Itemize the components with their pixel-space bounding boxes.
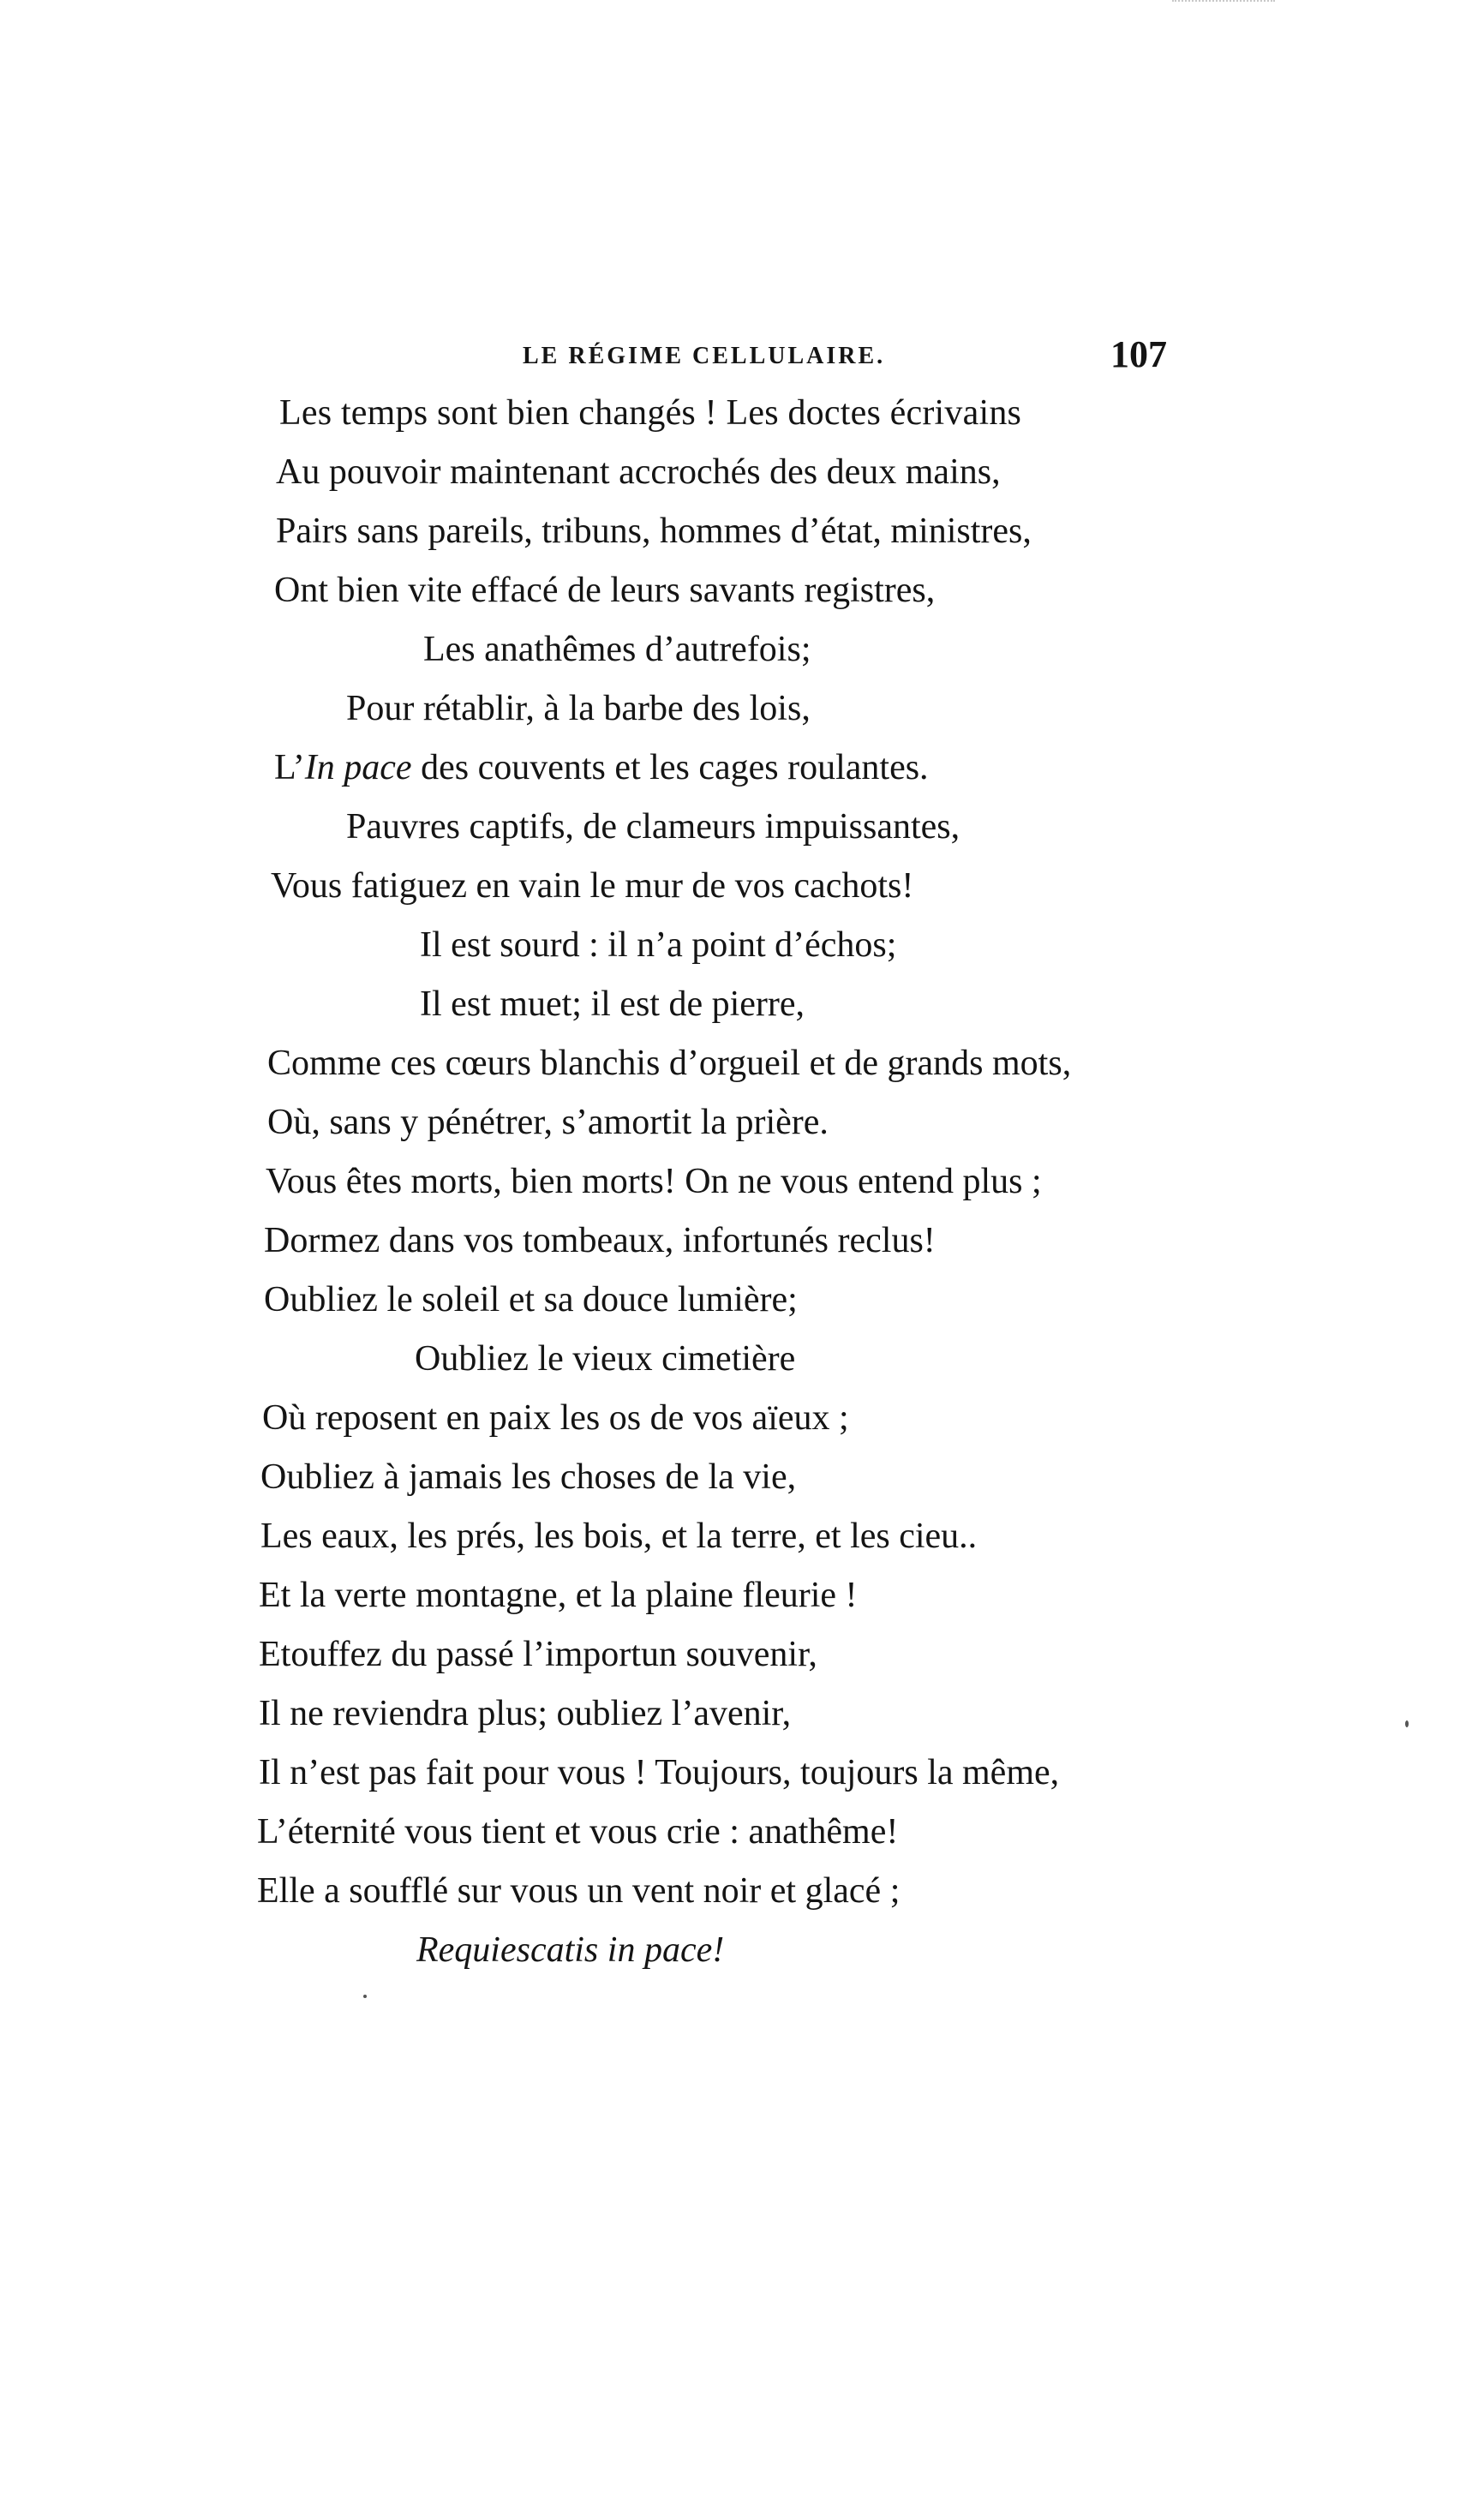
verse-line: Il ne reviendra plus; oubliez l’avenir, <box>259 1694 792 1733</box>
verse-line: Pauvres captifs, de clameurs impuissantes, <box>346 807 960 847</box>
verse-line: Vous êtes morts, bien morts! On ne vous entend plus ; <box>266 1162 1042 1201</box>
verse-line: Pour rétablir, à la barbe des lois, <box>346 689 811 728</box>
verse-line: Dormez dans vos tombeaux, infortunés reclus! <box>264 1221 936 1260</box>
verse-suffix: des couvents et les cages roulantes. <box>411 748 929 787</box>
verse-line: Oubliez le soleil et sa douce lumière; <box>264 1280 798 1319</box>
verse-line: Il est sourd : il n’a point d’échos; <box>420 925 897 965</box>
verse-line: Les eaux, les prés, les bois, et la terre, et les cieu.. <box>260 1517 978 1556</box>
verse-line: Ont bien vite effacé de leurs savants registres, <box>274 571 936 610</box>
page-number: 107 <box>1110 333 1167 375</box>
ink-speck <box>1405 1720 1409 1727</box>
verse-prefix: L’ <box>274 748 305 787</box>
verse-line: Oubliez le vieux cimetière <box>415 1339 796 1379</box>
verse-line: Elle a soufflé sur vous un vent noir et glacé ; <box>257 1871 901 1911</box>
verse-line: Au pouvoir maintenant accrochés des deux mains, <box>276 452 1001 492</box>
verse-line: Il est muet; il est de pierre, <box>420 984 805 1024</box>
verse-line: Vous fatiguez en vain le mur de vos cachots! <box>271 866 914 906</box>
verse-line: Les temps sont bien changés ! Les doctes écrivains <box>279 393 1022 433</box>
verse-italic: In pace <box>304 748 412 787</box>
verse-line: Etouffez du passé l’importun souvenir, <box>259 1635 817 1674</box>
verse-line: Les anathêmes d’autrefois; <box>423 630 811 669</box>
ink-speck <box>363 1995 367 1998</box>
verse-line: Où reposent en paix les os de vos aïeux ; <box>262 1398 849 1438</box>
verse-line: Et la verte montagne, et la plaine fleurie ! <box>259 1576 858 1615</box>
verse-line: Comme ces cœurs blanchis d’orgueil et de grands mots, <box>267 1044 1072 1083</box>
verse-line: Pairs sans pareils, tribuns, hommes d’état, ministres, <box>276 512 1032 551</box>
verse-line: L’éternité vous tient et vous crie : anathême! <box>257 1812 899 1852</box>
verse-line: Il n’est pas fait pour vous ! Toujours, toujours la même, <box>259 1753 1060 1792</box>
verse-line: Où, sans y pénétrer, s’amortit la prière. <box>267 1103 829 1142</box>
verse-line <box>274 745 929 790</box>
verse-line: Oubliez à jamais les choses de la vie, <box>260 1457 797 1497</box>
verse-italic: Requiescatis in pace! <box>416 1930 725 1970</box>
verse-line-final <box>416 1928 724 1972</box>
running-head: LE RÉGIME CELLULAIRE. <box>523 343 886 369</box>
